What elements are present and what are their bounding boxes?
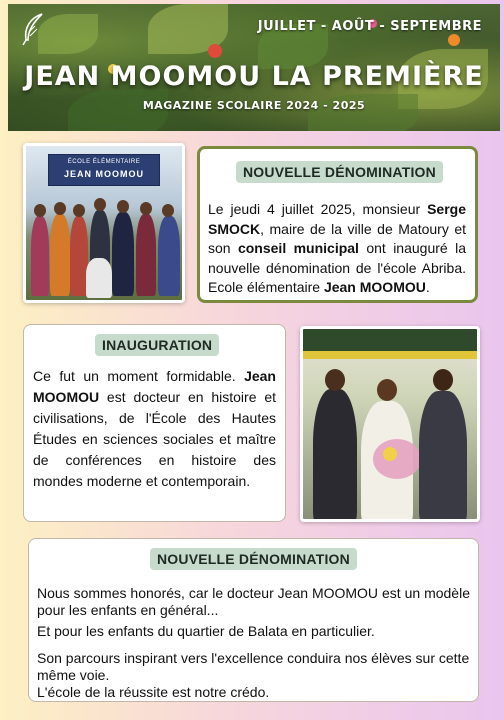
bold-run: Jean MOOMOU: [33, 368, 276, 405]
magazine-subtitle: MAGAZINE SCOLAIRE 2024 - 2025: [142, 99, 366, 112]
article-text: [208, 200, 466, 298]
season-label: JUILLET - AOÛT - SEPTEMBRE: [257, 19, 482, 34]
magazine-title: JEAN MOOMOU LA PREMIÈRE: [24, 61, 484, 92]
bold-run: Jean MOOMOU: [323, 279, 426, 295]
article-card-denomination: [197, 146, 478, 303]
magazine-header: [8, 4, 500, 131]
section-heading: INAUGURATION: [95, 334, 219, 356]
text-run: Ce fut un moment formidable.: [33, 368, 245, 384]
bold-run: conseil municipal: [237, 240, 359, 256]
school-sign: [48, 154, 160, 186]
article-text: [33, 366, 276, 492]
school-group-photo: [23, 143, 185, 303]
inauguration-photo: [300, 326, 480, 522]
text-run: est docteur en histoire et civilisations, de l'École des Hautes Études en sciences sociales et maître de conférences en histoire des mondes moderne et contemporain.: [33, 389, 276, 489]
article-card-inauguration: [23, 324, 286, 522]
paragraph-line: L'école de la réussite est notre crédo.: [37, 684, 270, 700]
section-heading: NOUVELLE DÉNOMINATION: [236, 161, 443, 183]
text-run: Le jeudi 4 juillet 2025, monsieur: [208, 201, 428, 217]
school-sign-line2: JEAN MOOMOU: [63, 169, 144, 179]
section-heading: NOUVELLE DÉNOMINATION: [150, 548, 357, 570]
paragraph: [37, 650, 470, 701]
text-run: ont inauguré la nouvelle dénomination de l'école Abriba. Ecole élémentaire: [208, 240, 466, 295]
paragraph: Nous sommes honorés, car le docteur Jean MOOMOU est un modèle pour les enfants en général...: [37, 585, 470, 618]
text-run: .: [425, 279, 430, 295]
paragraph-line: Son parcours inspirant vers l'excellence conduira nos élèves sur cette même voie.: [37, 650, 470, 683]
school-sign-line1: ÉCOLE ÉLÉMENTAIRE: [67, 159, 141, 165]
paragraph: Et pour les enfants du quartier de Balata en particulier.: [37, 623, 375, 639]
article-card-honor: [28, 538, 479, 702]
bold-run: Serge SMOCK: [208, 201, 466, 237]
feather-pen-icon: [20, 12, 46, 46]
text-run: , maire de la ville de Matoury et son: [208, 220, 466, 256]
